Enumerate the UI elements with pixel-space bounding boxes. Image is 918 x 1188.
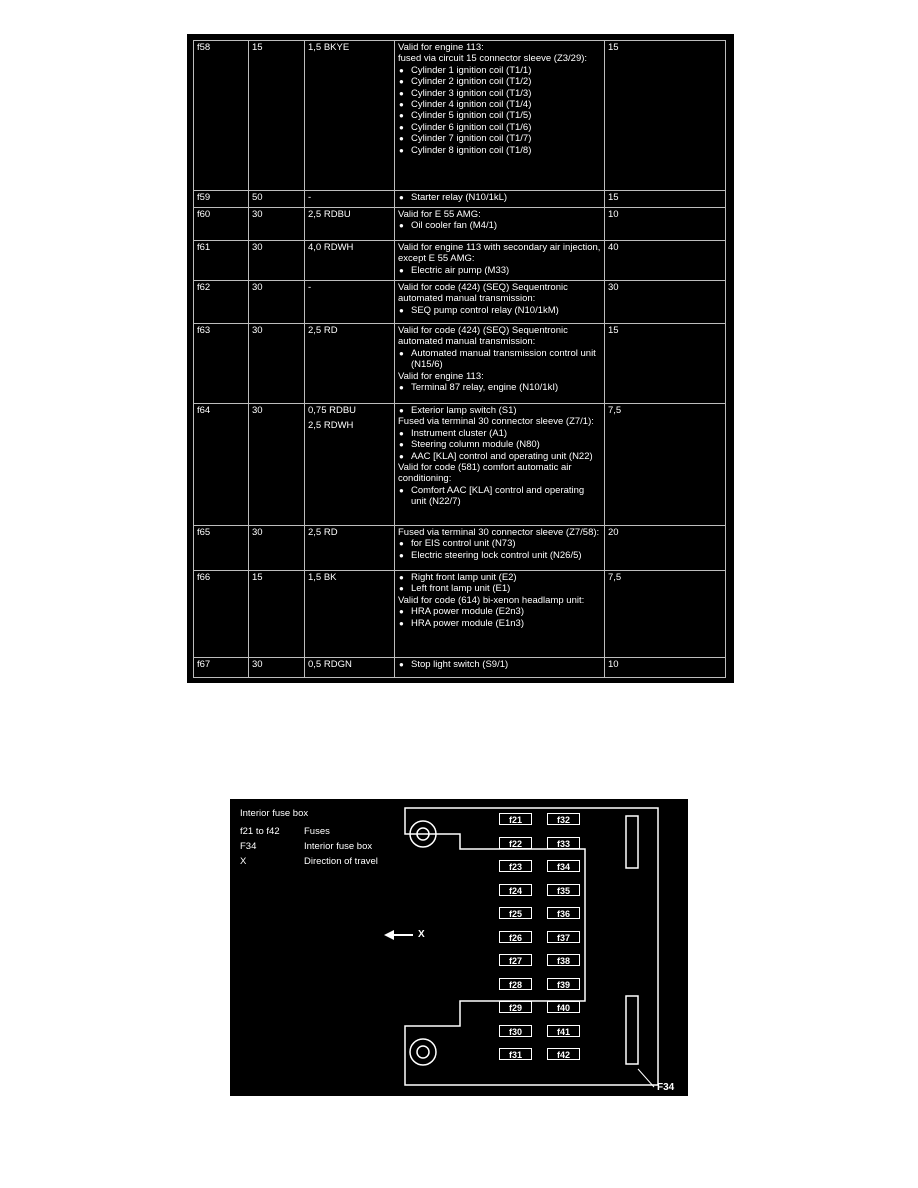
consumer-note: Fused via terminal 30 connector sleeve (Z7/1): (398, 416, 594, 428)
wire-cell (305, 208, 395, 241)
fuse-number-cell: f67 (194, 658, 249, 678)
amperage-cell: 20 (605, 526, 726, 571)
wire-size-color: - (308, 192, 312, 203)
amperage-cell: 7,5 (605, 571, 726, 658)
consumer-note: Valid for code (424) (SEQ) Sequentronic automated manual transmission: (398, 282, 568, 305)
legend-row (240, 841, 372, 852)
wire-size-color: 1,5 BK (308, 572, 337, 583)
terminal-cell: 15 (249, 571, 305, 658)
consumer-note: Valid for code (424) (SEQ) Sequentronic automated manual transmission: (398, 325, 568, 348)
fuse-box-label: F34 (657, 1082, 675, 1093)
amperage-cell: 15 (605, 324, 726, 404)
consumer-item: ● Starter relay (N10/1kL) (398, 192, 601, 203)
mounting-hole-bottom-inner (417, 1046, 429, 1058)
consumer-list (398, 305, 601, 316)
legend-key: X (240, 856, 247, 867)
fuse-row (194, 404, 726, 526)
fuse-slot: f27 (499, 954, 532, 966)
terminal-cell: 30 (249, 208, 305, 241)
consumer-item: ● HRA power module (E1n3) (398, 618, 601, 629)
fuse-slot: f34 (547, 860, 580, 872)
terminal-cell: 30 (249, 404, 305, 526)
wire-size-color: 1,5 BKYE (308, 42, 350, 53)
fuse-slot: f39 (547, 978, 580, 990)
consumer-item: ● Terminal 87 relay, engine (N10/1kI) (398, 382, 601, 393)
fuse-slot: f40 (547, 1001, 580, 1013)
fuse-row (194, 281, 726, 324)
amperage-cell: 10 (605, 658, 726, 678)
fuse-row (194, 208, 726, 241)
consumer-item: ● Cylinder 8 ignition coil (T1/8) (398, 145, 601, 156)
wire-size-color: 2,5 RDBU (308, 209, 351, 220)
fuse-number-cell: f59 (194, 191, 249, 208)
consumer-note: Fused via terminal 30 connector sleeve (Z7/58): (398, 527, 600, 538)
fuse-number-cell: f65 (194, 526, 249, 571)
consumer-list (398, 405, 601, 416)
consumer-cell (395, 571, 605, 658)
fuse-slot: f42 (547, 1048, 580, 1060)
consumer-list (398, 192, 601, 203)
legend-key: F34 (240, 841, 257, 852)
consumer-item: ● Cylinder 7 ignition coil (T1/7) (398, 133, 601, 144)
amperage-cell: 10 (605, 208, 726, 241)
consumer-list (398, 572, 601, 595)
amperage-cell: 30 (605, 281, 726, 324)
consumer-cell (395, 658, 605, 678)
terminal-cell: 30 (249, 526, 305, 571)
legend-desc: Interior fuse box (304, 841, 373, 852)
amperage-cell: 7,5 (605, 404, 726, 526)
fuse-number-cell: f61 (194, 241, 249, 281)
fuse-slot: f30 (499, 1025, 532, 1037)
terminal-cell: 30 (249, 241, 305, 281)
legend-row (240, 826, 330, 837)
wire-size-color: 2,5 RD (308, 325, 338, 336)
fuse-slot: f32 (547, 813, 580, 825)
consumer-note: Valid for E 55 AMG: (398, 209, 481, 220)
fuse-number-cell: f62 (194, 281, 249, 324)
fuse-number-cell: f63 (194, 324, 249, 404)
consumer-item: ● Automated manual transmission control unit (N15/6) (398, 348, 601, 371)
wire-cell (305, 324, 395, 404)
consumer-item: ● for EIS control unit (N73) (398, 538, 601, 549)
consumer-item: ● HRA power module (E2n3) (398, 606, 601, 617)
wire-cell (305, 241, 395, 281)
fuse-row (194, 191, 726, 208)
wire-size-color-secondary: 2,5 RDWH (308, 420, 354, 432)
terminal-cell: 15 (249, 41, 305, 191)
wire-size-color: 0,5 RDGN (308, 659, 352, 670)
fuse-slot: f41 (547, 1025, 580, 1037)
consumer-item: ● Cylinder 3 ignition coil (T1/3) (398, 88, 601, 99)
consumer-cell (395, 241, 605, 281)
fuse-table-panel (187, 34, 734, 683)
consumer-list (398, 428, 601, 462)
consumer-item: ● Right front lamp unit (E2) (398, 572, 601, 583)
consumer-item: ● Comfort AAC [KLA] control and operating unit (N22/7) (398, 485, 601, 508)
consumer-list (398, 606, 601, 629)
consumer-note: Valid for code (581) comfort automatic air conditioning: (398, 462, 572, 485)
fuse-box-housing (405, 808, 658, 1085)
legend-title: Interior fuse box (240, 808, 309, 819)
fuse-row (194, 241, 726, 281)
consumer-cell (395, 208, 605, 241)
fuse-slot: f23 (499, 860, 532, 872)
consumer-cell (395, 324, 605, 404)
legend-key: f21 to f42 (240, 826, 280, 837)
wire-cell (305, 191, 395, 208)
wire-cell (305, 658, 395, 678)
fuse-number-cell: f58 (194, 41, 249, 191)
amperage-cell: 15 (605, 41, 726, 191)
legend-desc: Fuses (304, 826, 330, 837)
consumer-list (398, 265, 601, 276)
direction-arrow-head (384, 930, 394, 940)
consumer-note: Valid for engine 113: (398, 42, 484, 53)
fuse-slot: f22 (499, 837, 532, 849)
terminal-cell: 30 (249, 281, 305, 324)
consumer-item: ● SEQ pump control relay (N10/1kM) (398, 305, 601, 316)
fuse-slot: f31 (499, 1048, 532, 1060)
consumer-item: ● Left front lamp unit (E1) (398, 583, 601, 594)
fuse-table (193, 40, 726, 678)
legend-desc: Direction of travel (304, 856, 378, 867)
consumer-cell (395, 526, 605, 571)
consumer-list (398, 220, 601, 231)
fuse-row (194, 324, 726, 404)
consumer-item: ● Cylinder 1 ignition coil (T1/1) (398, 65, 601, 76)
fuse-row (194, 571, 726, 658)
wire-cell (305, 281, 395, 324)
consumer-note: Valid for code (614) bi-xenon headlamp unit: (398, 594, 585, 606)
fuse-slot: f36 (547, 907, 580, 919)
terminal-cell: 30 (249, 658, 305, 678)
terminal-cell: 50 (249, 191, 305, 208)
legend-row (240, 856, 378, 867)
consumer-note: Valid for engine 113: (398, 370, 484, 382)
consumer-cell (395, 404, 605, 526)
fuse-slot: f24 (499, 884, 532, 896)
fuse-number-cell: f64 (194, 404, 249, 526)
consumer-list (398, 538, 601, 561)
consumer-cell (395, 41, 605, 191)
wire-cell (305, 526, 395, 571)
relay-slot-bottom (626, 996, 638, 1064)
consumer-item: ● Instrument cluster (A1) (398, 428, 601, 439)
fuse-slot: f28 (499, 978, 532, 990)
fuse-slot: f35 (547, 884, 580, 896)
direction-of-travel-label: X (418, 929, 425, 940)
consumer-item: ● Stop light switch (S9/1) (398, 659, 601, 670)
consumer-item: ● AAC [KLA] control and operating unit (N22) (398, 451, 601, 462)
fuse-slot: f21 (499, 813, 532, 825)
wire-cell (305, 41, 395, 191)
fuse-row (194, 658, 726, 678)
wire-size-color: 0,75 RDBU (308, 405, 357, 416)
consumer-list (398, 65, 601, 156)
wire-size-color: 2,5 RD (308, 527, 338, 538)
amperage-cell: 40 (605, 241, 726, 281)
fuse-row (194, 41, 726, 191)
consumer-list (398, 659, 601, 670)
consumer-list (398, 382, 601, 393)
consumer-list (398, 485, 601, 508)
wire-size-color: - (308, 282, 312, 293)
fuse-slot: f29 (499, 1001, 532, 1013)
consumer-list (398, 348, 601, 371)
relay-slot-top (626, 816, 638, 868)
fuse-number-cell: f60 (194, 208, 249, 241)
interior-fuse-box-diagram (230, 799, 688, 1096)
wire-cell (305, 404, 395, 526)
consumer-item: ● Cylinder 5 ignition coil (T1/5) (398, 110, 601, 121)
fuse-slot: f38 (547, 954, 580, 966)
consumer-item: ● Exterior lamp switch (S1) (398, 405, 601, 416)
consumer-item: ● Steering column module (N80) (398, 439, 601, 450)
fuse-slot: f25 (499, 907, 532, 919)
consumer-item: ● Cylinder 2 ignition coil (T1/2) (398, 76, 601, 87)
mounting-hole-bottom (410, 1039, 436, 1065)
consumer-item: ● Electric air pump (M33) (398, 265, 601, 276)
consumer-note: fused via circuit 15 connector sleeve (Z3/29): (398, 53, 588, 65)
fuse-slot: f26 (499, 931, 532, 943)
consumer-cell (395, 281, 605, 324)
consumer-cell (395, 191, 605, 208)
fuse-slot: f37 (547, 931, 580, 943)
consumer-item: ● Cylinder 4 ignition coil (T1/4) (398, 99, 601, 110)
amperage-cell: 15 (605, 191, 726, 208)
wire-size-color: 4,0 RDWH (308, 242, 354, 253)
fuse-row (194, 526, 726, 571)
wire-cell (305, 571, 395, 658)
terminal-cell: 30 (249, 324, 305, 404)
consumer-item: ● Oil cooler fan (M4/1) (398, 220, 601, 231)
fuse-table-body (194, 41, 726, 678)
fuse-number-cell: f66 (194, 571, 249, 658)
consumer-item: ● Cylinder 6 ignition coil (T1/6) (398, 122, 601, 133)
fuse-slot: f33 (547, 837, 580, 849)
consumer-item: ● Electric steering lock control unit (N26/5) (398, 550, 601, 561)
consumer-note: Valid for engine 113 with secondary air injection, except E 55 AMG: (398, 242, 601, 265)
